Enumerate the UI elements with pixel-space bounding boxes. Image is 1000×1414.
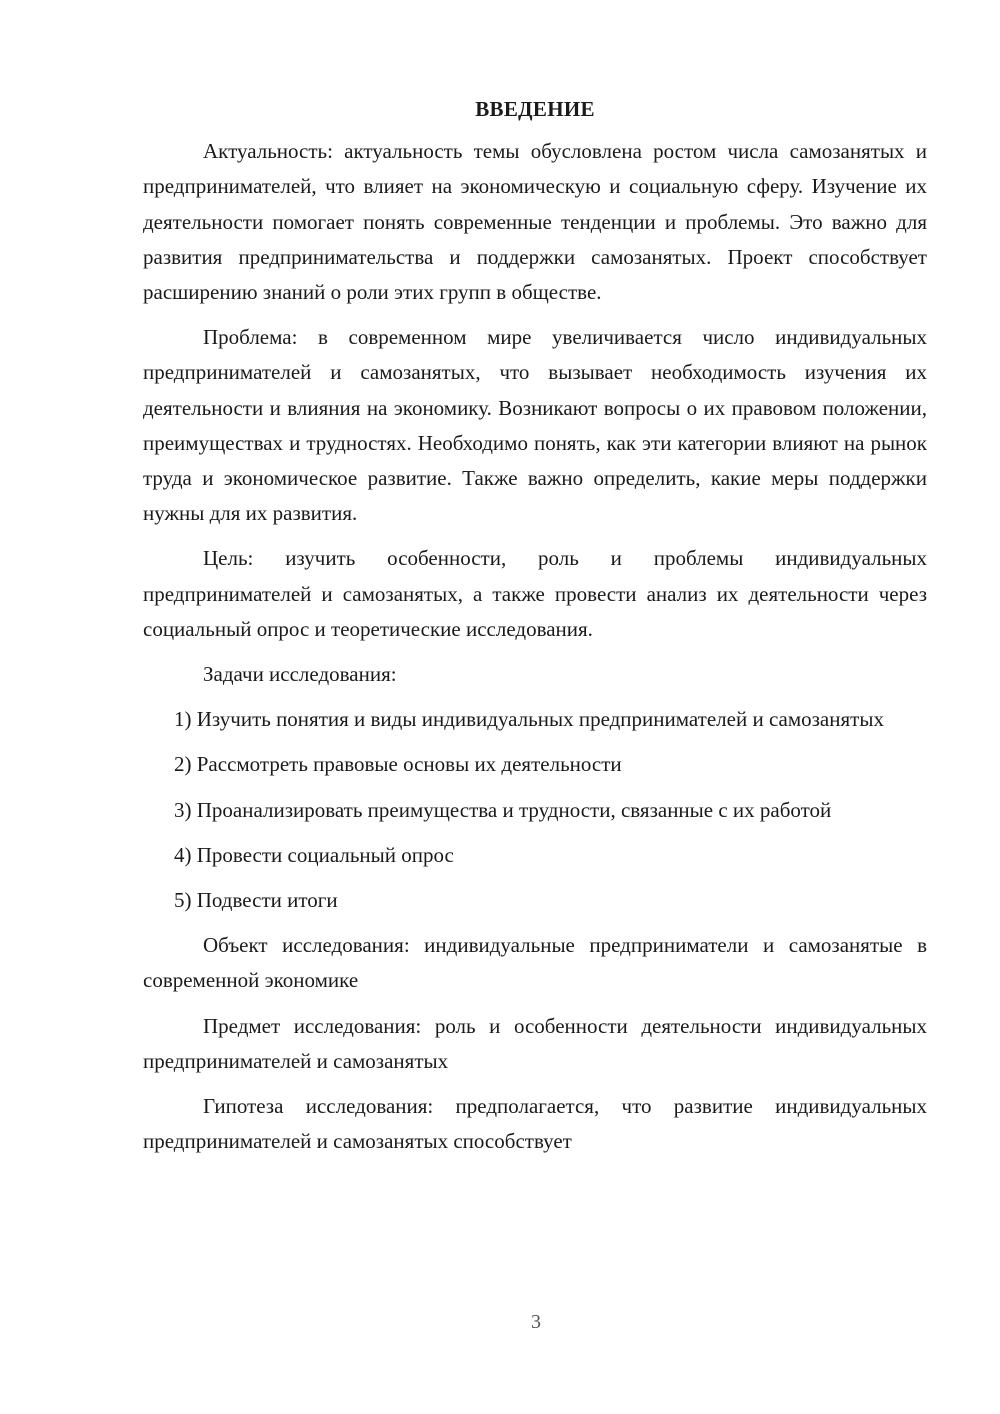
task-item-1: 1) Изучить понятия и виды индивидуальных предпринимателей и самозанятых [174, 707, 884, 732]
task-item-3: 3) Проанализировать преимущества и трудности, связанные с их работой [174, 797, 832, 822]
paragraph-object: Объект исследования: индивидуальные предприниматели и самозанятые в современной экономике [143, 933, 927, 993]
paragraph-subject: Предмет исследования: роль и особенности деятельности индивидуальных предпринимателей и самозанятых [143, 1013, 927, 1073]
task-item-5: 5) Подвести итоги [174, 888, 338, 913]
task-item-4: 4) Провести социальный опрос [174, 842, 454, 867]
paragraph-problem: Проблема: в современном мире увеличивается число индивидуальных предпринимателей и самозанятых, что вызывает необходимость изучения их деятельности и влияния на экономику. Возникают вопросы о их правовом положении, преимуществах и трудностях. Необходимо понять, как эти категории влияют на рынок труда и экономическое развитие. Также важно определить, какие меры поддержки нужны для их развития. [143, 325, 927, 526]
page-number: 3 [531, 1311, 541, 1333]
paragraph-tasks-heading: Задачи исследования: [203, 662, 397, 687]
section-title: ВВЕДЕНИЕ [475, 97, 595, 121]
task-item-2: 2) Рассмотреть правовые основы их деятельности [174, 752, 622, 777]
paragraph-goal: Цель: изучить особенности, роль и проблемы индивидуальных предпринимателей и самозанятых, а также провести анализ их деятельности через социальный опрос и теоретические исследования. [143, 546, 927, 641]
paragraph-hypothesis: Гипотеза исследования: предполагается, что развитие индивидуальных предпринимателей и самозанятых способствует [143, 1094, 927, 1154]
page-content [143, 92, 927, 1169]
paragraph-relevance: Актуальность: актуальность темы обусловлена ростом числа самозанятых и предпринимателей, что влияет на экономическую и социальную сферу. Изучение их деятельности помогает понять современные тенденции и проблемы. Это важно для развития предпринимательства и поддержки самозанятых. Проект способствует расширению знаний о роли этих групп в обществе. [143, 139, 927, 305]
